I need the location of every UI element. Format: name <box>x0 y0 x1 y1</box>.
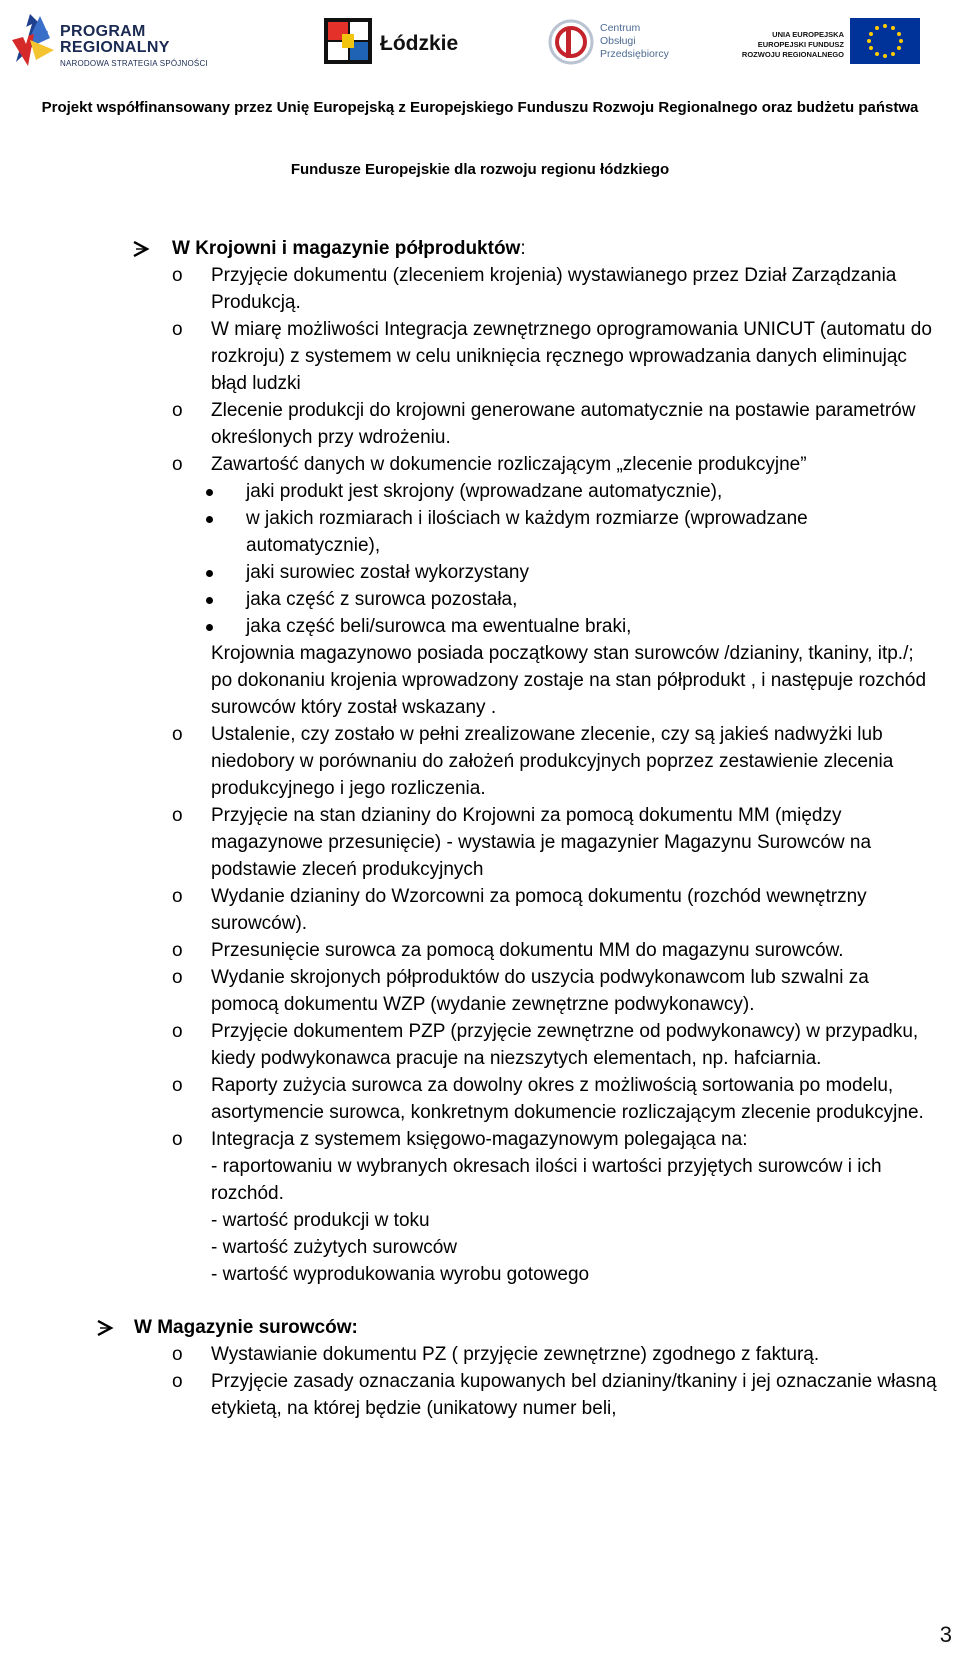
centrum-obslugi-emblem-icon <box>548 18 594 66</box>
eu-logo <box>736 8 952 74</box>
list-item <box>0 1018 960 1072</box>
bullet-item <box>0 613 960 640</box>
eu-wordmark: UNIA EUROPEJSKA EUROPEJSKI FUNDUSZ ROZWOJU REGIONALNEGO <box>741 30 844 59</box>
list-marker: o <box>172 1075 183 1096</box>
list-item-text: Przyjęcie zasady oznaczania kupowanych bel dzianiny/tkaniny i jej oznaczanie własną etykietą, na której będzie (unikatowy numer beli, <box>211 1371 937 1419</box>
list-item <box>0 1368 960 1422</box>
bullet-item-text: jaki surowiec został wykorzystany <box>246 562 529 583</box>
list-item-text: Wystawianie dokumentu PZ ( przyjęcie zewnętrzne) zgodnego z fakturą. <box>211 1344 820 1365</box>
section-title-suffix: : <box>351 1317 358 1338</box>
list-item-text: Przyjęcie dokumentem PZP (przyjęcie zewnętrzne od podwykonawcy) w przypadku, kiedy podwykonawca pracuje na niezszytych elementach, np. hafciarnia. <box>211 1021 919 1069</box>
lodzkie-wordmark: Łódzkie <box>380 32 459 55</box>
list-marker: o <box>172 967 183 988</box>
list-marker: o <box>172 886 183 907</box>
bullet-item-text: jaka część beli/surowca ma ewentualne braki, <box>246 616 632 637</box>
bullet-item <box>0 505 960 559</box>
list-marker: o <box>172 454 183 475</box>
funding-statement: Projekt współfinansowany przez Unię Europejską z Europejskiego Funduszu Rozwoju Regionalnego oraz budżetu państwa <box>41 99 919 116</box>
section-title: W Magazynie surowców <box>134 1317 352 1338</box>
list-marker: o <box>172 1129 183 1150</box>
bullet-item-text: w jakich rozmiarach i ilościach w każdym rozmiarze (wprowadzane automatycznie), <box>246 508 808 556</box>
program-regionalny-title: PROGRAM REGIONALNY <box>60 23 170 56</box>
paragraph-krojownia-stan: Krojownia magazynowo posiada początkowy stan surowców /dzianiny, tkaniny, itp./; po dokonaniu krojenia wprowadzony zostaje na stan półprodukt , i następuje rozchód surowców który został wskazany . <box>211 643 927 718</box>
list-item-text: Zlecenie produkcji do krojowni generowane automatycznie na postawie parametrów określonych przy wdrożeniu. <box>211 400 916 448</box>
list-item <box>0 1126 960 1153</box>
integration-line: - raportowaniu w wybranych okresach ilości i wartości przyjętych surowców i ich rozchód. <box>211 1156 882 1204</box>
section-title: W Krojowni i magazynie półproduktów <box>172 238 521 259</box>
list-item-text: Ustalenie, czy zostało w pełni zrealizowane zlecenie, czy są jakieś nadwyżki lub niedobory w porównaniu do założeń produkcyjnych poprzez zestawienie zlecenia produkcyjnego i jego rozliczenia. <box>211 724 894 799</box>
list-marker: o <box>172 1371 183 1392</box>
arrow-bullet-icon <box>132 235 156 257</box>
bullet-dot-icon <box>206 516 213 523</box>
integration-line: - wartość produkcji w toku <box>211 1210 430 1231</box>
program-regionalny-subtitle: NARODOWA STRATEGIA SPÓJNOŚCI <box>60 59 208 68</box>
section-heading-magazyn <box>0 1314 960 1341</box>
list-marker: o <box>172 805 183 826</box>
list-item <box>0 937 960 964</box>
section-title-suffix: : <box>520 238 526 259</box>
list-marker: o <box>172 400 183 421</box>
section-heading-krojownia <box>0 235 960 262</box>
integration-line: - wartość zużytych surowców <box>211 1237 458 1258</box>
list-item <box>0 964 960 1018</box>
bullet-item <box>0 478 960 505</box>
bullet-item-text: jaka część z surowca pozostała, <box>246 589 518 610</box>
page-number: 3 <box>939 1622 952 1647</box>
header-logos <box>8 8 952 74</box>
list-item <box>0 721 960 802</box>
list-item-text: Przesunięcie surowca za pomocą dokumentu MM do magazynu surowców. <box>211 940 844 961</box>
list-item <box>0 262 960 316</box>
list-item-text: Zawartość danych w dokumencie rozliczającym „zlecenie produkcyjne” <box>211 454 807 475</box>
list-item <box>0 883 960 937</box>
list-marker: o <box>172 265 183 286</box>
lodzkie-logo <box>324 8 464 74</box>
list-item-text: Przyjęcie dokumentu (zleceniem krojenia) wystawianego przez Dział Zarządzania Produkcją. <box>211 265 897 313</box>
bullet-dot-icon <box>206 489 213 496</box>
bullet-dot-icon <box>206 570 213 577</box>
list-item <box>0 802 960 883</box>
list-item-text: Wydanie dzianiny do Wzorcowni za pomocą dokumentu (rozchód wewnętrzny surowców). <box>211 886 867 934</box>
list-item <box>0 1341 960 1368</box>
integration-line: - wartość wyprodukowania wyrobu gotowego <box>211 1264 590 1285</box>
document-body <box>0 235 960 1422</box>
bullet-dot-icon <box>206 597 213 604</box>
bullet-dot-icon <box>206 624 213 631</box>
funding-subtitle: Fundusze Europejskie dla rozwoju regionu łódzkiego <box>290 161 670 178</box>
centrum-obslugi-logo <box>548 8 678 74</box>
list-item-text: Wydanie skrojonych półproduktów do uszycia podwykonawcom lub szwalni za pomocą dokumentu WZP (wydanie zewnętrzne podwykonawcy). <box>211 967 869 1015</box>
program-regionalny-star-icon <box>10 10 56 68</box>
list-item-text: Przyjęcie na stan dzianiny do Krojowni za pomocą dokumentu MM (między magazynowe przesunięcie) - wystawia je magazynier Magazynu Surowców na podstawie zleceń produkcyjnych <box>211 805 872 880</box>
list-marker: o <box>172 1021 183 1042</box>
list-marker: o <box>172 940 183 961</box>
list-marker: o <box>172 319 183 340</box>
arrow-bullet-icon <box>96 1314 120 1336</box>
bullet-item-text: jaki produkt jest skrojony (wprowadzane automatycznie), <box>246 481 723 502</box>
list-item-text: Integracja z systemem księgowo-magazynowym polegająca na: <box>211 1129 748 1150</box>
bullet-item <box>0 586 960 613</box>
lodzkie-emblem-icon <box>324 18 372 64</box>
program-regionalny-logo <box>8 8 208 74</box>
list-item <box>0 397 960 451</box>
list-item <box>0 1072 960 1126</box>
eu-flag-icon <box>850 18 920 64</box>
list-item-text: Raporty zużycia surowca za dowolny okres z możliwością sortowania po modelu, asortymencie surowca, konkretnym dokumencie rozliczającym zlecenie produkcyjne. <box>211 1075 924 1123</box>
list-item-text: W miarę możliwości Integracja zewnętrznego oprogramowania UNICUT (automatu do rozkroju) z systemem w celu uniknięcia ręcznego wprowadzania danych eliminując błąd ludzki <box>211 319 932 394</box>
list-item <box>0 316 960 397</box>
centrum-obslugi-wordmark: Centrum Obsługi Przedsiębiorcy <box>600 22 669 60</box>
bullet-item <box>0 559 960 586</box>
list-marker: o <box>172 1344 183 1365</box>
list-marker: o <box>172 724 183 745</box>
list-item <box>0 451 960 478</box>
